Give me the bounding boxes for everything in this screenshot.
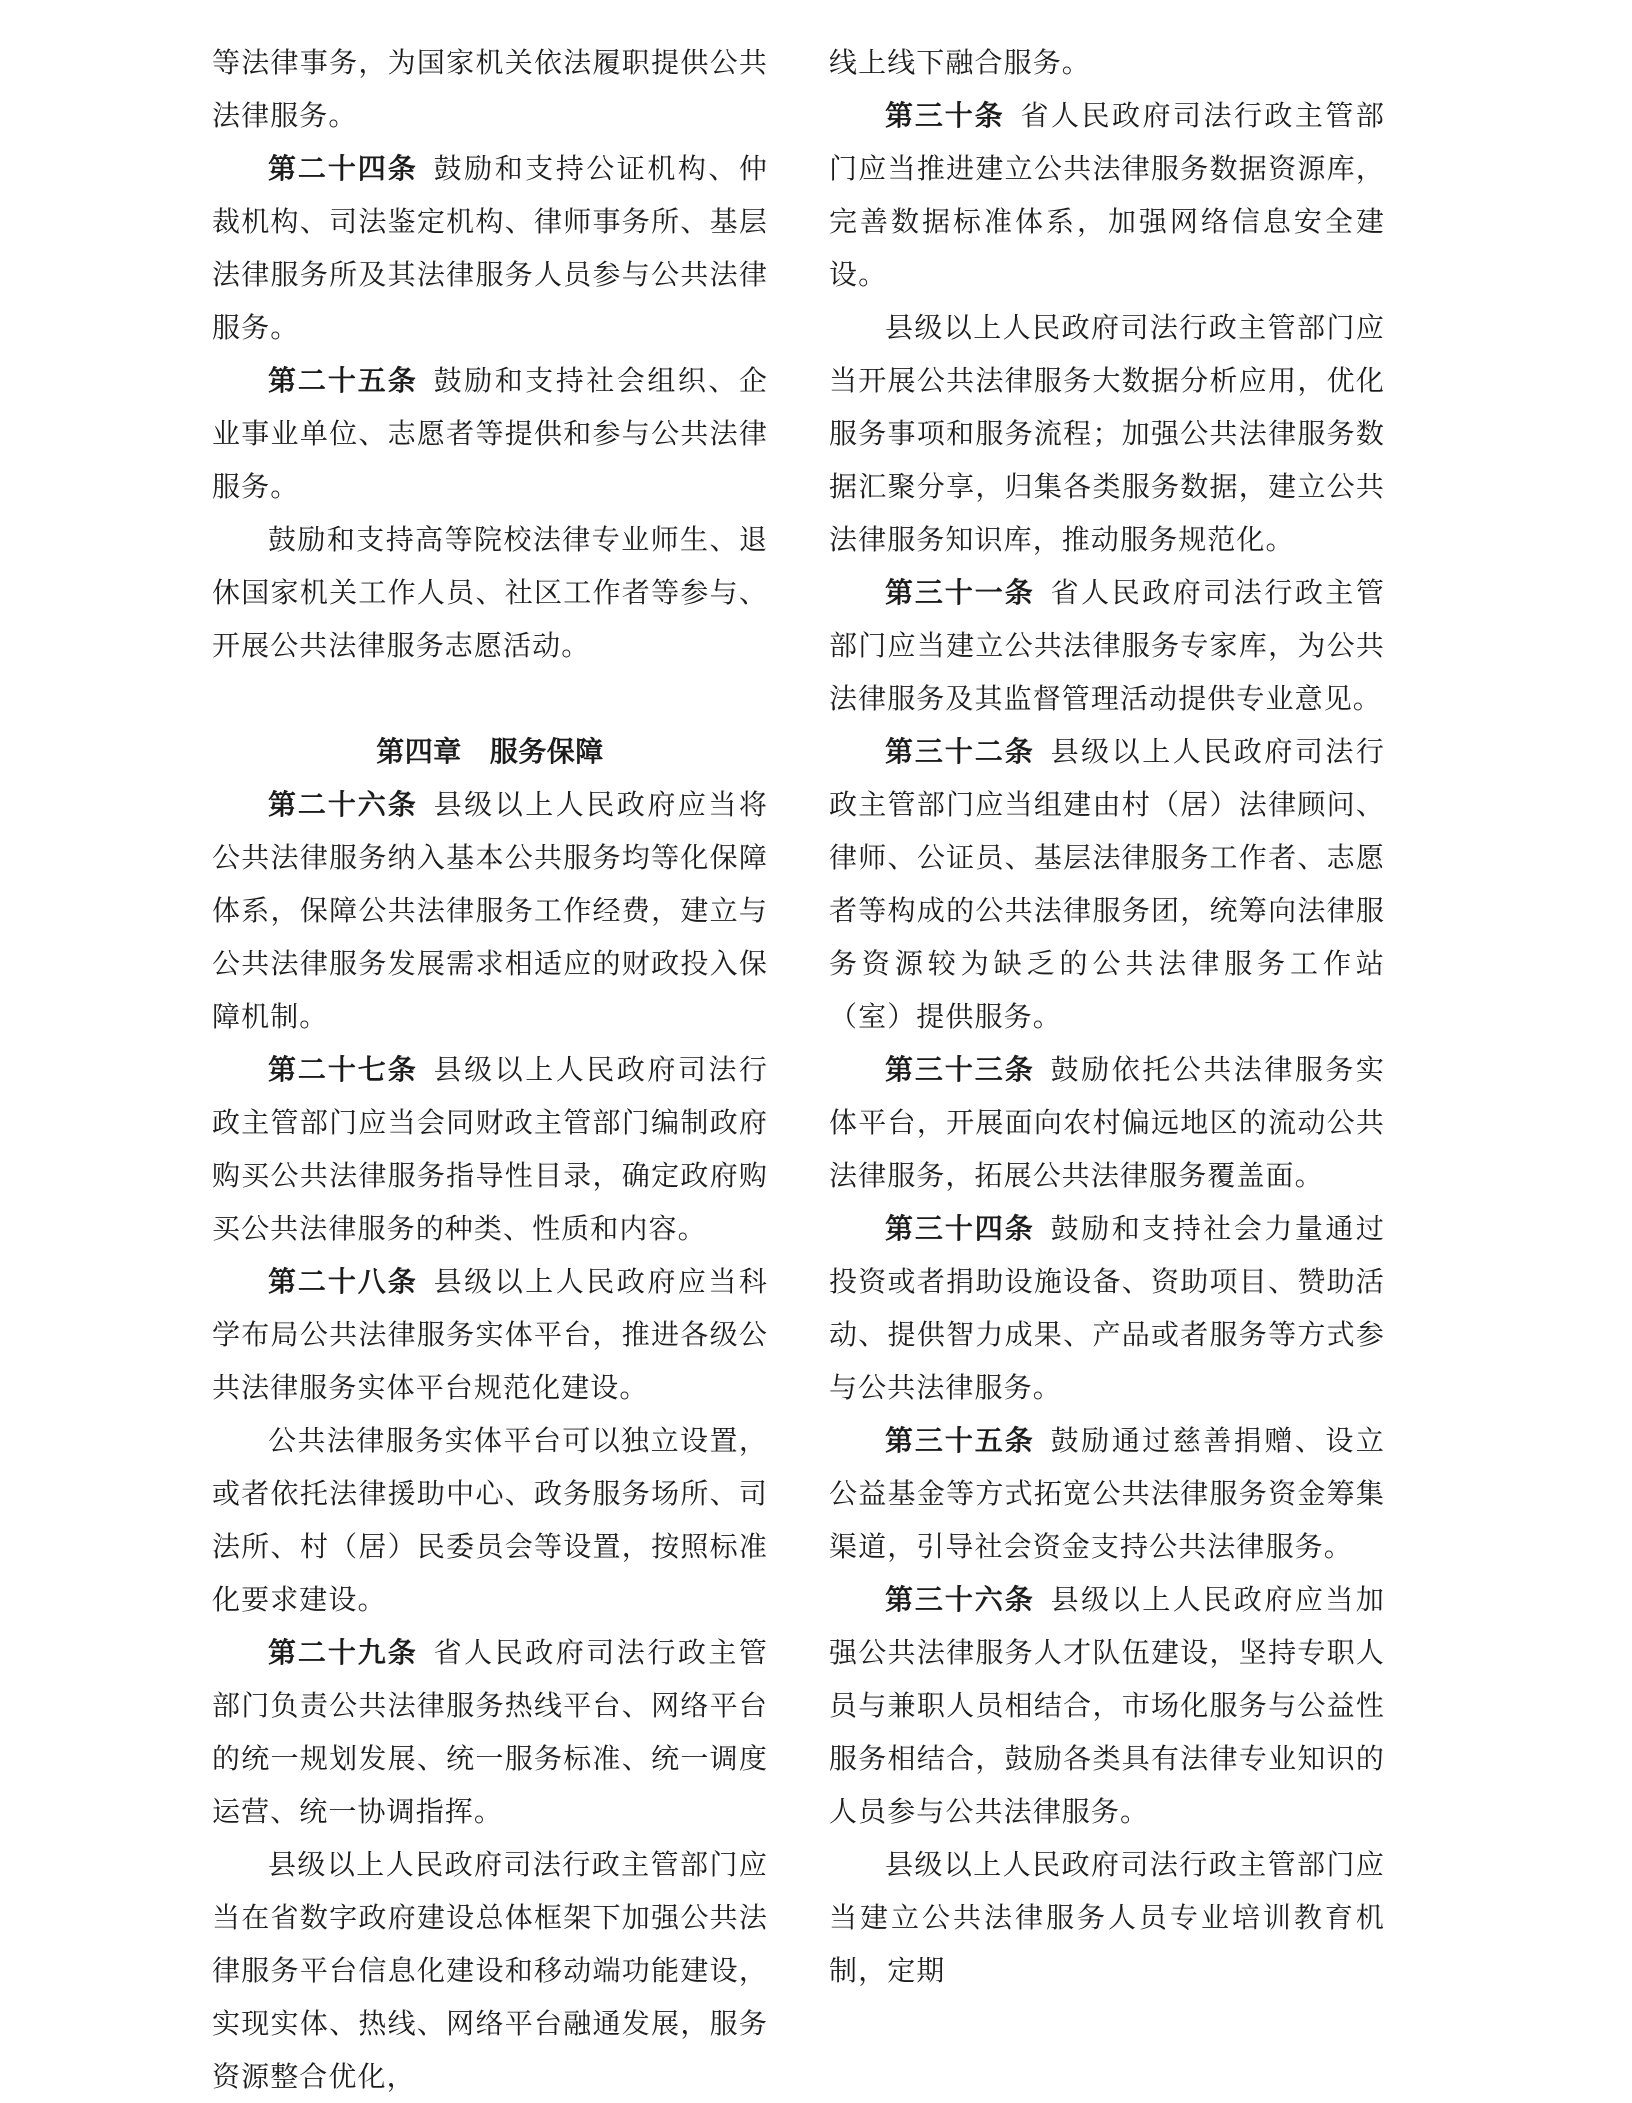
article-30-paragraph-2: 县级以上人民政府司法行政主管部门应当开展公共法律服务大数据分析应用，优化服务事项和服务流程；加强公共法律服务数据汇聚分享，归集各类服务数据，建立公共法律服务知识库，推动服务规范化。	[829, 311, 1385, 556]
paragraph-continuation: 线上线下融合服务。	[829, 46, 1091, 79]
article-text: 省人民政府司法行政主管部门应当建立公共法律服务专家库，为公共法律服务及其监督管理活动提供专业意见。	[829, 576, 1385, 715]
article-label: 第三十六条	[885, 1583, 1035, 1616]
article-text: 鼓励和支持社会力量通过投资或者捐助设施设备、资助项目、赞助活动、提供智力成果、产品或者服务等方式参与公共法律服务。	[829, 1212, 1385, 1404]
article-25	[212, 354, 768, 513]
article-text: 县级以上人民政府应当加强公共法律服务人才队伍建设，坚持专职人员与兼职人员相结合，市场化服务与公益性服务相结合，鼓励各类具有法律专业知识的人员参与公共法律服务。	[829, 1583, 1385, 1828]
article-text: 县级以上人民政府司法行政主管部门应当组建由村（居）法律顾问、律师、公证员、基层法律服务工作者、志愿者等构成的公共法律服务团，统筹向法律服务资源较为缺乏的公共法律服务工作站（室）提供服务。	[829, 735, 1385, 1033]
article-label: 第二十九条	[268, 1636, 418, 1669]
article-text: 县级以上人民政府应当将公共法律服务纳入基本公共服务均等化保障体系，保障公共法律服务工作经费，建立与公共法律服务发展需求相适应的财政投入保障机制。	[212, 788, 768, 1033]
article-31	[829, 566, 1385, 725]
article-28	[212, 1255, 768, 1414]
article-label: 第三十二条	[885, 735, 1035, 768]
article-30	[829, 89, 1385, 301]
article-label: 第三十三条	[885, 1053, 1035, 1086]
article-label: 第二十六条	[268, 788, 418, 821]
chapter-heading	[212, 672, 768, 778]
article-text: 省人民政府司法行政主管部门负责公共法律服务热线平台、网络平台的统一规划发展、统一服务标准、统一调度运营、统一协调指挥。	[212, 1636, 768, 1828]
article-text: 鼓励和支持公证机构、仲裁机构、司法鉴定机构、律师事务所、基层法律服务所及其法律服务人员参与公共法律服务。	[212, 152, 768, 344]
article-label: 第二十四条	[268, 152, 418, 185]
article-text: 县级以上人民政府司法行政主管部门应当会同财政主管部门编制政府购买公共法律服务指导性目录，确定政府购买公共法律服务的种类、性质和内容。	[212, 1053, 768, 1245]
paragraph-continuation: 等法律事务，为国家机关依法履职提供公共法律服务。	[212, 46, 768, 132]
article-text: 鼓励依托公共法律服务实体平台，开展面向农村偏远地区的流动公共法律服务，拓展公共法律服务覆盖面。	[829, 1053, 1385, 1192]
article-label: 第三十五条	[885, 1424, 1035, 1457]
article-label: 第三十四条	[885, 1212, 1035, 1245]
article-34	[829, 1202, 1385, 1414]
article-24	[212, 142, 768, 354]
article-label: 第三十条	[885, 99, 1005, 132]
article-label: 第二十七条	[268, 1053, 418, 1086]
article-text: 省人民政府司法行政主管部门应当推进建立公共法律服务数据资源库，完善数据标准体系，加强网络信息安全建设。	[829, 99, 1385, 291]
article-text: 县级以上人民政府应当科学布局公共法律服务实体平台，推进各级公共法律服务实体平台规范化建设。	[212, 1265, 768, 1404]
chapter-title: 服务保障	[489, 735, 604, 768]
article-27	[212, 1043, 768, 1255]
right-column	[829, 36, 1385, 1997]
article-33	[829, 1043, 1385, 1202]
article-28-paragraph-2: 公共法律服务实体平台可以独立设置，或者依托法律援助中心、政务服务场所、司法所、村（居）民委员会等设置，按照标准化要求建设。	[212, 1424, 768, 1616]
article-text: 鼓励和支持社会组织、企业事业单位、志愿者等提供和参与公共法律服务。	[212, 364, 768, 503]
article-26	[212, 778, 768, 1043]
article-label: 第二十五条	[268, 364, 418, 397]
article-label: 第二十八条	[268, 1265, 418, 1298]
article-35	[829, 1414, 1385, 1573]
article-label: 第三十一条	[885, 576, 1035, 609]
chapter-number: 第四章	[376, 735, 462, 768]
article-36-paragraph-2: 县级以上人民政府司法行政主管部门应当建立公共法律服务人员专业培训教育机制，定期	[829, 1848, 1385, 1987]
article-29	[212, 1626, 768, 1838]
left-column	[212, 36, 768, 2103]
article-29-paragraph-2: 县级以上人民政府司法行政主管部门应当在省数字政府建设总体框架下加强公共法律服务平台信息化建设和移动端功能建设，实现实体、热线、网络平台融通发展，服务资源整合优化，	[212, 1848, 768, 2093]
article-32	[829, 725, 1385, 1043]
article-25-paragraph-2: 鼓励和支持高等院校法律专业师生、退休国家机关工作人员、社区工作者等参与、开展公共法律服务志愿活动。	[212, 523, 768, 662]
article-text: 鼓励通过慈善捐赠、设立公益基金等方式拓宽公共法律服务资金筹集渠道，引导社会资金支持公共法律服务。	[829, 1424, 1385, 1563]
article-36	[829, 1573, 1385, 1838]
